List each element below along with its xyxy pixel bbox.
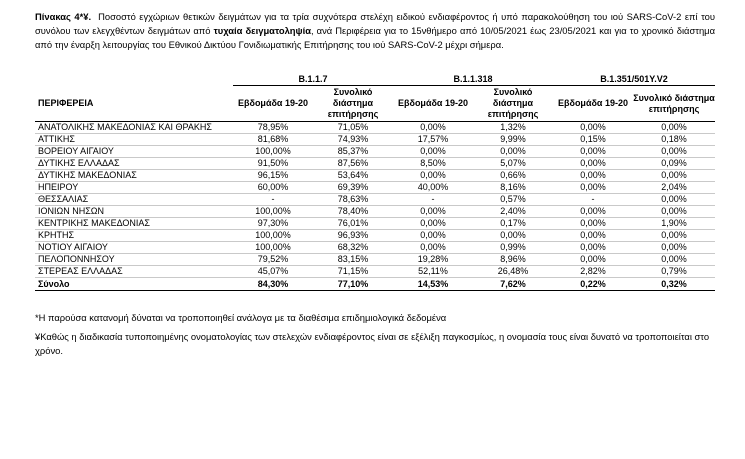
value-cell: 0,00%	[553, 158, 633, 170]
group-header-row	[35, 74, 715, 86]
value-cell: 0,00%	[553, 206, 633, 218]
value-cell: 17,57%	[393, 134, 473, 146]
value-cell: 0,00%	[633, 122, 715, 134]
region-header: ΠΕΡΙΦΕΡΕΙΑ	[35, 86, 233, 122]
value-cell: 68,32%	[313, 242, 393, 254]
value-cell: 69,39%	[313, 182, 393, 194]
total-value: 0,22%	[553, 278, 633, 291]
region-cell: ΠΕΛΟΠΟΝΝΗΣΟΥ	[35, 254, 233, 266]
table-row	[35, 122, 715, 134]
group-header-b1351: B.1.351/501Y.V2	[553, 74, 715, 86]
table-row	[35, 230, 715, 242]
region-cell: ΚΡΗΤΗΣ	[35, 230, 233, 242]
value-cell: 78,95%	[233, 122, 313, 134]
value-cell: 0,00%	[393, 206, 473, 218]
region-cell: ΝΟΤΙΟΥ ΑΙΓΑΙΟΥ	[35, 242, 233, 254]
value-cell: 0,00%	[633, 242, 715, 254]
region-cell: ΒΟΡΕΙΟΥ ΑΙΓΑΙΟΥ	[35, 146, 233, 158]
value-cell: 0,00%	[393, 146, 473, 158]
value-cell: 45,07%	[233, 266, 313, 278]
region-cell: ΑΤΤΙΚΗΣ	[35, 134, 233, 146]
region-cell: ΘΕΣΣΑΛΙΑΣ	[35, 194, 233, 206]
value-cell: 100,00%	[233, 242, 313, 254]
sub-header-total: Συνολικό διάστημα επιτήρησης	[313, 86, 393, 122]
value-cell: -	[553, 194, 633, 206]
caption-label: Πίνακας 4*¥.	[35, 11, 92, 22]
caption-bold-term: τυχαία δειγματοληψία	[213, 25, 311, 36]
table-row	[35, 146, 715, 158]
value-cell: 0,66%	[473, 170, 553, 182]
footnote-nomenclature: ¥Καθώς η διαδικασία τυποποιημένης ονοματολογίας των στελεχών ενδιαφέροντος είναι σε εξέλιξη παγκοσμίως, η ονομασία τους είναι δυνατό να τροποποιείται στο χρόνο.	[35, 331, 710, 356]
footnotes	[35, 311, 725, 363]
value-cell: 0,00%	[553, 230, 633, 242]
value-cell: 76,01%	[313, 218, 393, 230]
value-cell: 100,00%	[233, 206, 313, 218]
value-cell: 71,05%	[313, 122, 393, 134]
value-cell: 0,00%	[633, 230, 715, 242]
value-cell: 8,96%	[473, 254, 553, 266]
value-cell: 0,00%	[553, 122, 633, 134]
sub-header-week: Εβδομάδα 19-20	[233, 86, 313, 122]
value-cell: 0,00%	[393, 170, 473, 182]
value-cell: 0,00%	[553, 170, 633, 182]
value-cell: 1,90%	[633, 218, 715, 230]
value-cell: 0,00%	[633, 170, 715, 182]
sub-header-row	[35, 86, 715, 122]
value-cell: 0,00%	[553, 146, 633, 158]
value-cell: 91,50%	[233, 158, 313, 170]
value-cell: 100,00%	[233, 146, 313, 158]
value-cell: 19,28%	[393, 254, 473, 266]
table-caption	[35, 10, 715, 52]
value-cell: 2,82%	[553, 266, 633, 278]
value-cell: 8,16%	[473, 182, 553, 194]
value-cell: 0,00%	[553, 218, 633, 230]
value-cell: 0,00%	[393, 122, 473, 134]
value-cell: 100,00%	[233, 230, 313, 242]
value-cell: 0,00%	[473, 146, 553, 158]
region-cell: ΙΟΝΙΩΝ ΝΗΣΩΝ	[35, 206, 233, 218]
sub-header-week: Εβδομάδα 19-20	[553, 86, 633, 122]
table-row	[35, 218, 715, 230]
total-row	[35, 278, 715, 291]
value-cell: 0,00%	[553, 182, 633, 194]
value-cell: 96,15%	[233, 170, 313, 182]
value-cell: 0,79%	[633, 266, 715, 278]
value-cell: 78,63%	[313, 194, 393, 206]
region-cell: ΔΥΤΙΚΗΣ ΜΑΚΕΔΟΝΙΑΣ	[35, 170, 233, 182]
value-cell: 2,04%	[633, 182, 715, 194]
value-cell: 53,64%	[313, 170, 393, 182]
value-cell: 26,48%	[473, 266, 553, 278]
sub-header-total: Συνολικό διάστημα επιτήρησης	[473, 86, 553, 122]
value-cell: 0,00%	[553, 242, 633, 254]
region-cell: ΣΤΕΡΕΑΣ ΕΛΛΑΔΑΣ	[35, 266, 233, 278]
value-cell: 0,00%	[393, 230, 473, 242]
caption-text-after: , ανά Περιφέρεια για το 15νθήμερο από 10/05/2021 έως 23/05/2021 και για το χρονικό διάστημα από την έναρξη λειτουργίας του Εθνικού Δικτύου Γονιδιωματικής Επιτήρησης του ιού SARS-CoV-2 μέχρι σήμερα.	[35, 25, 715, 50]
region-cell: ΚΕΝΤΡΙΚΗΣ ΜΑΚΕΔΟΝΙΑΣ	[35, 218, 233, 230]
value-cell: 0,15%	[553, 134, 633, 146]
region-cell: ΗΠΕΙΡΟΥ	[35, 182, 233, 194]
sub-header-week: Εβδομάδα 19-20	[393, 86, 473, 122]
value-cell: 0,57%	[473, 194, 553, 206]
group-header-blank	[35, 74, 233, 86]
table-row	[35, 158, 715, 170]
value-cell: 71,15%	[313, 266, 393, 278]
total-value: 14,53%	[393, 278, 473, 291]
value-cell: 81,68%	[233, 134, 313, 146]
variants-table	[35, 74, 715, 291]
region-cell: ΔΥΤΙΚΗΣ ΕΛΛΑΔΑΣ	[35, 158, 233, 170]
value-cell: 40,00%	[393, 182, 473, 194]
value-cell: 0,09%	[633, 158, 715, 170]
sub-header-total: Συνολικό διάστημα επιτήρησης	[633, 86, 715, 122]
value-cell: 60,00%	[233, 182, 313, 194]
value-cell: 87,56%	[313, 158, 393, 170]
value-cell: 74,93%	[313, 134, 393, 146]
region-cell: ΑΝΑΤΟΛΙΚΗΣ ΜΑΚΕΔΟΝΙΑΣ ΚΑΙ ΘΡΑΚΗΣ	[35, 122, 233, 134]
table-row	[35, 206, 715, 218]
value-cell: 0,00%	[633, 206, 715, 218]
value-cell: 78,40%	[313, 206, 393, 218]
caption-text-before: Ποσοστό εγχώριων θετικών δειγμάτων για τα τρία συχνότερα στελέχη ειδικού ενδιαφέροντος ή υπό παρακολούθηση του ιού SARS-CoV-2 επί του συνόλου των ελεγχθέντων δειγμάτων από	[35, 11, 715, 36]
table-row	[35, 254, 715, 266]
table-row	[35, 194, 715, 206]
value-cell: 5,07%	[473, 158, 553, 170]
total-label: Σύνολο	[35, 278, 233, 291]
value-cell: 83,15%	[313, 254, 393, 266]
table-row	[35, 242, 715, 254]
total-value: 84,30%	[233, 278, 313, 291]
group-header-b11318: B.1.1.318	[393, 74, 553, 86]
value-cell: 0,00%	[473, 230, 553, 242]
value-cell: 96,93%	[313, 230, 393, 242]
value-cell: 79,52%	[233, 254, 313, 266]
value-cell: 0,00%	[553, 254, 633, 266]
value-cell: 0,17%	[473, 218, 553, 230]
total-value: 77,10%	[313, 278, 393, 291]
value-cell: 8,50%	[393, 158, 473, 170]
value-cell: 85,37%	[313, 146, 393, 158]
value-cell: -	[393, 194, 473, 206]
value-cell: 9,99%	[473, 134, 553, 146]
value-cell: 0,00%	[633, 194, 715, 206]
value-cell: 0,00%	[633, 254, 715, 266]
value-cell: 0,00%	[633, 146, 715, 158]
value-cell: 0,00%	[393, 218, 473, 230]
value-cell: 52,11%	[393, 266, 473, 278]
total-value: 0,32%	[633, 278, 715, 291]
value-cell: -	[233, 194, 313, 206]
table-row	[35, 182, 715, 194]
total-value: 7,62%	[473, 278, 553, 291]
value-cell: 0,99%	[473, 242, 553, 254]
group-header-b117: B.1.1.7	[233, 74, 393, 86]
footnote-distribution: *Η παρούσα κατανομή δύναται να τροποποιηθεί ανάλογα με τα διαθέσιμα επιδημιολογικά δεδομένα	[35, 312, 447, 323]
table-row	[35, 134, 715, 146]
value-cell: 2,40%	[473, 206, 553, 218]
value-cell: 97,30%	[233, 218, 313, 230]
value-cell: 0,00%	[393, 242, 473, 254]
table-row	[35, 170, 715, 182]
value-cell: 1,32%	[473, 122, 553, 134]
value-cell: 0,18%	[633, 134, 715, 146]
table-row	[35, 266, 715, 278]
